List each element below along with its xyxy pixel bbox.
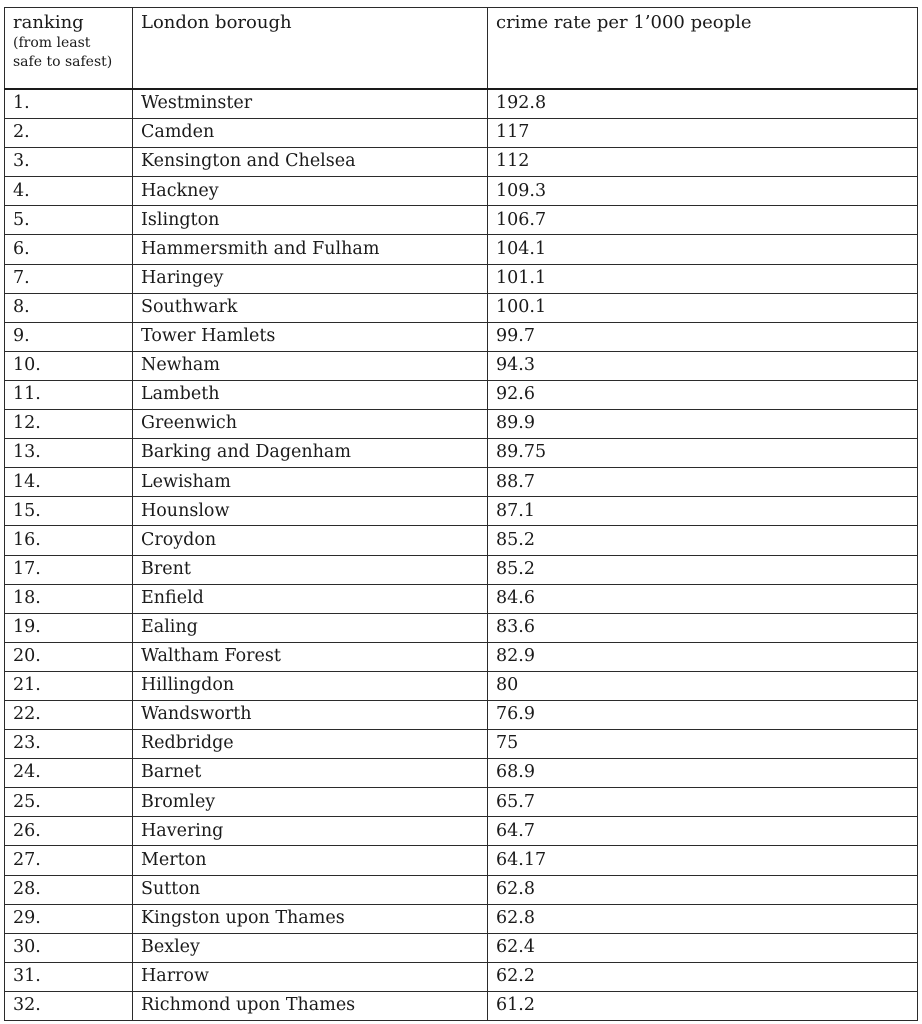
crime-rate-cell: 89.9 [488, 410, 918, 439]
rank-cell: 3. [5, 148, 133, 177]
table-row [5, 351, 918, 380]
table-row [5, 526, 918, 555]
rank-cell: 28. [5, 875, 133, 904]
rank-cell: 25. [5, 788, 133, 817]
crime-rate-cell: 85.2 [488, 526, 918, 555]
rank-cell: 6. [5, 235, 133, 264]
borough-cell: Hounslow [133, 497, 488, 526]
crime-rate-cell: 101.1 [488, 264, 918, 293]
borough-cell: Croydon [133, 526, 488, 555]
crime-rate-cell: 62.2 [488, 962, 918, 991]
rank-cell: 30. [5, 933, 133, 962]
crime-rate-cell: 80 [488, 671, 918, 700]
table-row [5, 875, 918, 904]
header-row [5, 8, 918, 90]
crime-rate-cell: 84.6 [488, 584, 918, 613]
rank-cell: 29. [5, 904, 133, 933]
borough-cell: Merton [133, 846, 488, 875]
borough-cell: Barnet [133, 759, 488, 788]
table-row [5, 846, 918, 875]
rank-cell: 15. [5, 497, 133, 526]
crime-rate-cell: 92.6 [488, 380, 918, 409]
rank-cell: 11. [5, 380, 133, 409]
borough-cell: Camden [133, 119, 488, 148]
crime-rate-cell: 109.3 [488, 177, 918, 206]
rank-cell: 26. [5, 817, 133, 846]
table-row [5, 497, 918, 526]
rank-cell: 10. [5, 351, 133, 380]
table-row [5, 89, 918, 119]
header-ranking-label: ranking [13, 12, 84, 33]
rank-cell: 4. [5, 177, 133, 206]
crime-rate-cell: 100.1 [488, 293, 918, 322]
table-row [5, 148, 918, 177]
rank-cell: 17. [5, 555, 133, 584]
crime-rate-cell: 82.9 [488, 642, 918, 671]
table-row [5, 293, 918, 322]
borough-cell: Haringey [133, 264, 488, 293]
rank-cell: 31. [5, 962, 133, 991]
borough-cell: Enfield [133, 584, 488, 613]
crime-rate-cell: 106.7 [488, 206, 918, 235]
borough-cell: Bromley [133, 788, 488, 817]
borough-cell: Waltham Forest [133, 642, 488, 671]
borough-cell: Harrow [133, 962, 488, 991]
crime-rate-cell: 62.8 [488, 904, 918, 933]
borough-cell: Hammersmith and Fulham [133, 235, 488, 264]
table-row [5, 904, 918, 933]
borough-cell: Richmond upon Thames [133, 991, 488, 1020]
crime-rate-cell: 112 [488, 148, 918, 177]
table-row [5, 380, 918, 409]
table-row [5, 700, 918, 729]
crime-rate-cell: 88.7 [488, 468, 918, 497]
borough-cell: Lewisham [133, 468, 488, 497]
table-row [5, 177, 918, 206]
crime-rate-cell: 75 [488, 730, 918, 759]
crime-rate-cell: 87.1 [488, 497, 918, 526]
crime-rate-cell: 64.7 [488, 817, 918, 846]
crime-rate-cell: 89.75 [488, 439, 918, 468]
crime-rate-cell: 62.8 [488, 875, 918, 904]
borough-cell: Islington [133, 206, 488, 235]
crime-rate-cell: 68.9 [488, 759, 918, 788]
crime-rate-cell: 83.6 [488, 613, 918, 642]
borough-cell: Greenwich [133, 410, 488, 439]
crime-rate-cell: 61.2 [488, 991, 918, 1020]
borough-cell: Barking and Dagenham [133, 439, 488, 468]
crime-rate-cell: 65.7 [488, 788, 918, 817]
borough-cell: Brent [133, 555, 488, 584]
rank-cell: 1. [5, 89, 133, 119]
borough-cell: Hillingdon [133, 671, 488, 700]
crime-rate-cell: 99.7 [488, 322, 918, 351]
table-row [5, 671, 918, 700]
table-row [5, 817, 918, 846]
rank-cell: 14. [5, 468, 133, 497]
table-row [5, 410, 918, 439]
crime-rate-cell: 117 [488, 119, 918, 148]
borough-cell: Southwark [133, 293, 488, 322]
rank-cell: 22. [5, 700, 133, 729]
borough-cell: Havering [133, 817, 488, 846]
borough-cell: Hackney [133, 177, 488, 206]
table-row [5, 119, 918, 148]
rank-cell: 23. [5, 730, 133, 759]
borough-cell: Newham [133, 351, 488, 380]
crime-rate-table [4, 7, 918, 1021]
header-ranking [5, 8, 133, 90]
borough-cell: Ealing [133, 613, 488, 642]
header-borough: London borough [133, 8, 488, 90]
rank-cell: 7. [5, 264, 133, 293]
table-row [5, 235, 918, 264]
rank-cell: 24. [5, 759, 133, 788]
table-row [5, 584, 918, 613]
table-row [5, 264, 918, 293]
rank-cell: 9. [5, 322, 133, 351]
table-row [5, 439, 918, 468]
rank-cell: 32. [5, 991, 133, 1020]
table-row [5, 933, 918, 962]
header-crime-rate: crime rate per 1’000 people [488, 8, 918, 90]
rank-cell: 19. [5, 613, 133, 642]
rank-cell: 2. [5, 119, 133, 148]
rank-cell: 5. [5, 206, 133, 235]
crime-rate-cell: 76.9 [488, 700, 918, 729]
crime-rate-cell: 64.17 [488, 846, 918, 875]
rank-cell: 18. [5, 584, 133, 613]
borough-cell: Westminster [133, 89, 488, 119]
table-row [5, 322, 918, 351]
crime-rate-cell: 85.2 [488, 555, 918, 584]
crime-rate-cell: 192.8 [488, 89, 918, 119]
table-header [5, 8, 918, 90]
crime-rate-cell: 94.3 [488, 351, 918, 380]
table-row [5, 206, 918, 235]
borough-cell: Kensington and Chelsea [133, 148, 488, 177]
borough-cell: Sutton [133, 875, 488, 904]
table-row [5, 613, 918, 642]
borough-cell: Tower Hamlets [133, 322, 488, 351]
borough-cell: Redbridge [133, 730, 488, 759]
table-row [5, 730, 918, 759]
table-body [5, 89, 918, 1021]
borough-cell: Kingston upon Thames [133, 904, 488, 933]
borough-cell: Wandsworth [133, 700, 488, 729]
rank-cell: 20. [5, 642, 133, 671]
table-row [5, 555, 918, 584]
table-row [5, 468, 918, 497]
borough-cell: Bexley [133, 933, 488, 962]
table-row [5, 759, 918, 788]
header-ranking-note: (from least safe to safest) [13, 35, 113, 70]
rank-cell: 21. [5, 671, 133, 700]
borough-cell: Lambeth [133, 380, 488, 409]
rank-cell: 16. [5, 526, 133, 555]
crime-rate-cell: 62.4 [488, 933, 918, 962]
crime-rate-cell: 104.1 [488, 235, 918, 264]
rank-cell: 12. [5, 410, 133, 439]
rank-cell: 13. [5, 439, 133, 468]
table-row [5, 642, 918, 671]
rank-cell: 8. [5, 293, 133, 322]
table-row [5, 991, 918, 1020]
table-row [5, 962, 918, 991]
table-row [5, 788, 918, 817]
rank-cell: 27. [5, 846, 133, 875]
